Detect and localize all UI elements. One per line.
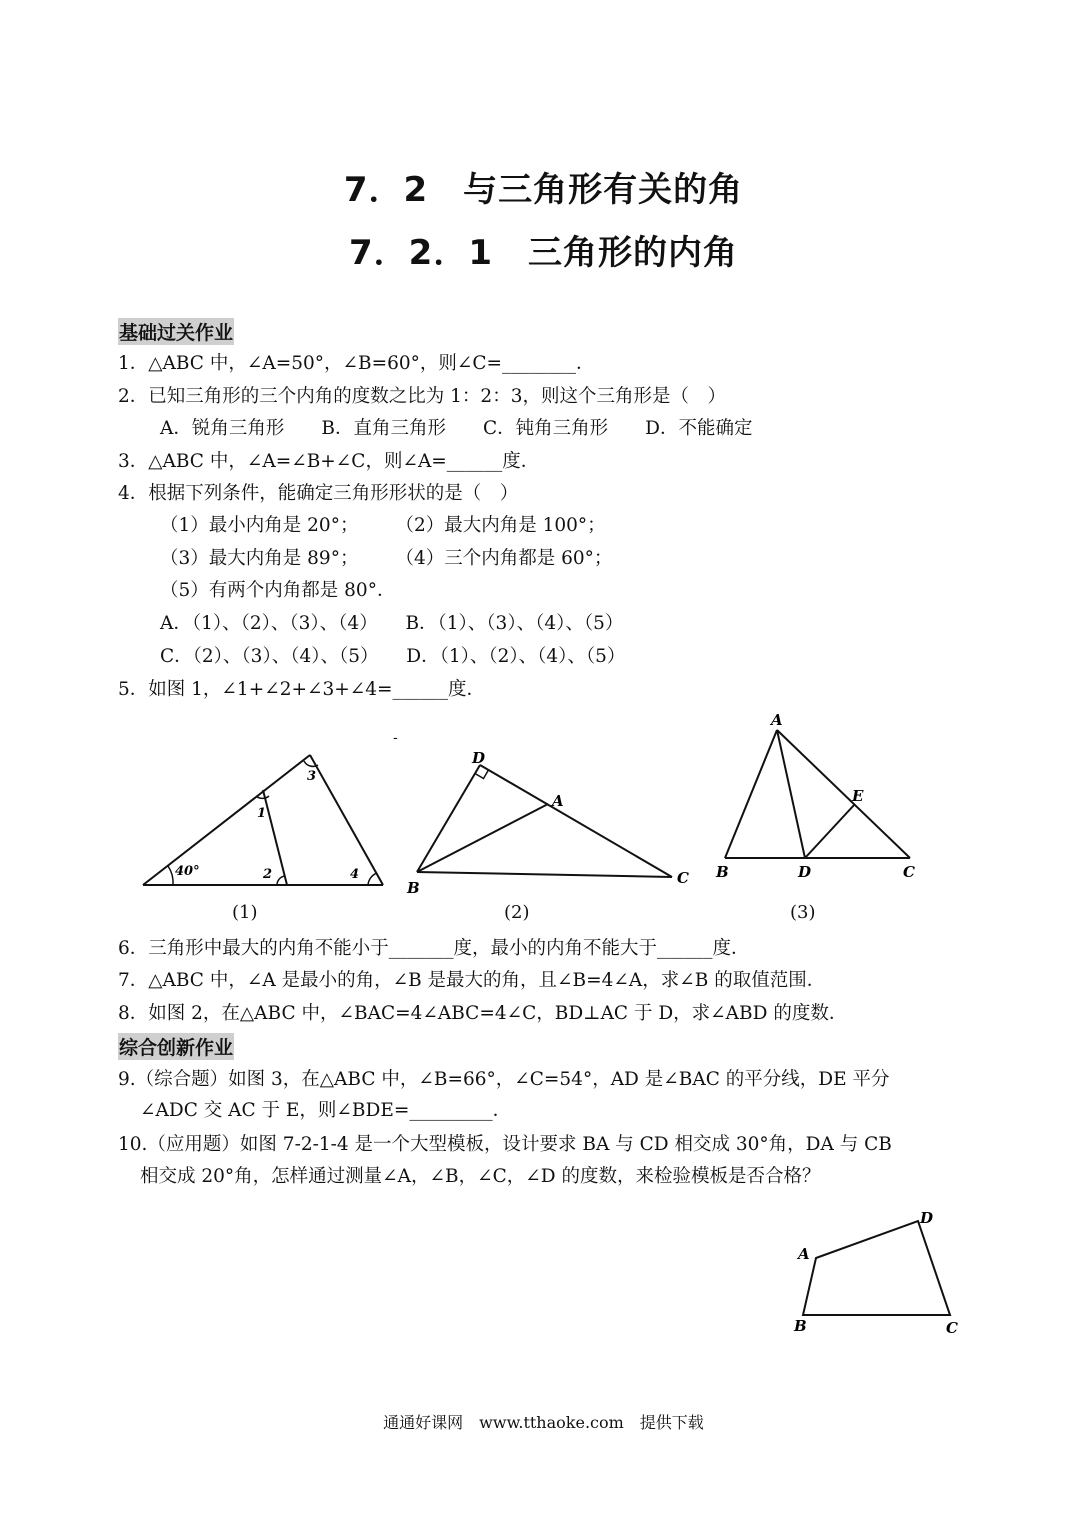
fig3-label-a: A: [771, 711, 783, 729]
question-4-options-ab: A．（1）、（2）、（3）、（4） B．（1）、（3）、（4）、（5）: [160, 613, 624, 634]
figure-2: [400, 745, 700, 895]
fig2-label-b: B: [407, 879, 420, 895]
fig4-label-a: A: [798, 1245, 810, 1263]
fig1-label-4: 4: [350, 867, 360, 882]
question-10-line-2: 相交成 20°角，怎样通过测量∠A，∠B，∠C，∠D 的度数，来检验模板是否合格？: [140, 1166, 821, 1187]
question-4-options-cd: C．（2）、（3）、（4）、（5） D．（1）、（2）、（4）、（5）: [160, 646, 626, 667]
fig1-label-2: 2: [263, 867, 273, 882]
question-4-condition-5: （5）有两个内角都是 80°．: [160, 580, 396, 601]
fig1-side-left: [143, 755, 310, 885]
page-footer: 通通好课网 www.tthaoke.com 提供下载: [383, 1413, 704, 1432]
figure-4: [790, 1205, 970, 1345]
figure-1-caption: (1): [232, 902, 258, 923]
question-6: 6．三角形中最大的内角不能小于_______度，最小的内角不能大于______度．: [118, 938, 750, 959]
fig4-label-d: D: [920, 1209, 934, 1227]
fig2-label-a: A: [552, 792, 564, 810]
fig3-label-b: B: [716, 863, 729, 881]
fig4-quadrilateral: [803, 1221, 950, 1315]
figure-3: [710, 705, 935, 890]
question-9-line-2: ∠ADC 交 AC 于 E，则∠BDE=_________．: [140, 1100, 512, 1121]
figure-2-caption: (2): [504, 902, 530, 923]
section-heading-basic: 基础过关作业: [118, 318, 234, 345]
question-4: 4．根据下列条件，能确定三角形形状的是（ ）: [118, 483, 519, 504]
figure-1: [135, 745, 395, 895]
question-1: 1．△ABC 中，∠A=50°，∠B=60°，则∠C=________．: [118, 353, 595, 374]
fig1-arc-2: [277, 876, 285, 885]
question-2-options: A．锐角三角形 B．直角三角形 C．钝角三角形 D．不能确定: [160, 418, 753, 439]
fig3-line-de: [805, 804, 855, 858]
question-4-condition-1-2: （1）最小内角是 20°； （2）最大内角是 100°；: [160, 515, 606, 536]
fig1-arc-40: [168, 866, 173, 885]
page-subtitle: 7．2．1 三角形的内角: [349, 233, 738, 273]
question-3: 3．△ABC 中，∠A=∠B+∠C，则∠A=______度．: [118, 451, 540, 472]
fig4-label-b: B: [794, 1317, 807, 1335]
fig2-side-dc: [480, 765, 672, 877]
question-4-condition-3-4: （3）最大内角是 89°； （4）三个内角都是 60°；: [160, 548, 613, 569]
question-2: 2．已知三角形的三个内角的度数之比为 1：2：3，则这个三角形是（ ）: [118, 386, 726, 407]
fig1-side-right: [310, 755, 383, 885]
fig3-side-ac: [777, 730, 910, 858]
fig1-label-40: 40°: [175, 864, 200, 879]
fig3-line-ad: [777, 730, 805, 858]
page-title: 7．2 与三角形有关的角: [343, 170, 744, 210]
figure-3-caption: (3): [790, 902, 816, 923]
fig3-label-e: E: [852, 787, 864, 805]
section-heading-advanced: 综合创新作业: [118, 1033, 234, 1060]
stray-mark: -: [393, 730, 398, 746]
fig4-label-c: C: [946, 1319, 958, 1337]
question-10-line-1: 10.（应用题）如图 7-2-1-4 是一个大型模板，设计要求 BA 与 CD 相交成 30°角，DA 与 CB: [118, 1134, 892, 1155]
fig2-side-bc: [417, 872, 672, 877]
fig2-label-c: C: [677, 869, 689, 887]
question-7: 7．△ABC 中，∠A 是最小的角，∠B 是最大的角，且∠B=4∠A，求∠B 的取值范围．: [118, 970, 826, 991]
fig3-label-d: D: [798, 863, 812, 881]
fig3-side-ab: [725, 730, 777, 858]
fig2-label-d: D: [472, 749, 486, 767]
fig1-label-1: 1: [257, 806, 267, 821]
question-5: 5．如图 1，∠1+∠2+∠3+∠4=______度．: [118, 679, 486, 700]
fig1-arc-4: [368, 873, 377, 885]
question-8: 8．如图 2，在△ABC 中，∠BAC=4∠ABC=4∠C，BD⊥AC 于 D，求∠ABD 的度数．: [118, 1003, 848, 1024]
fig3-label-c: C: [903, 863, 915, 881]
fig1-label-3: 3: [307, 769, 317, 784]
question-9-line-1: 9.（综合题）如图 3，在△ABC 中，∠B=66°，∠C=54°，AD 是∠BAC 的平分线，DE 平分: [118, 1069, 890, 1090]
